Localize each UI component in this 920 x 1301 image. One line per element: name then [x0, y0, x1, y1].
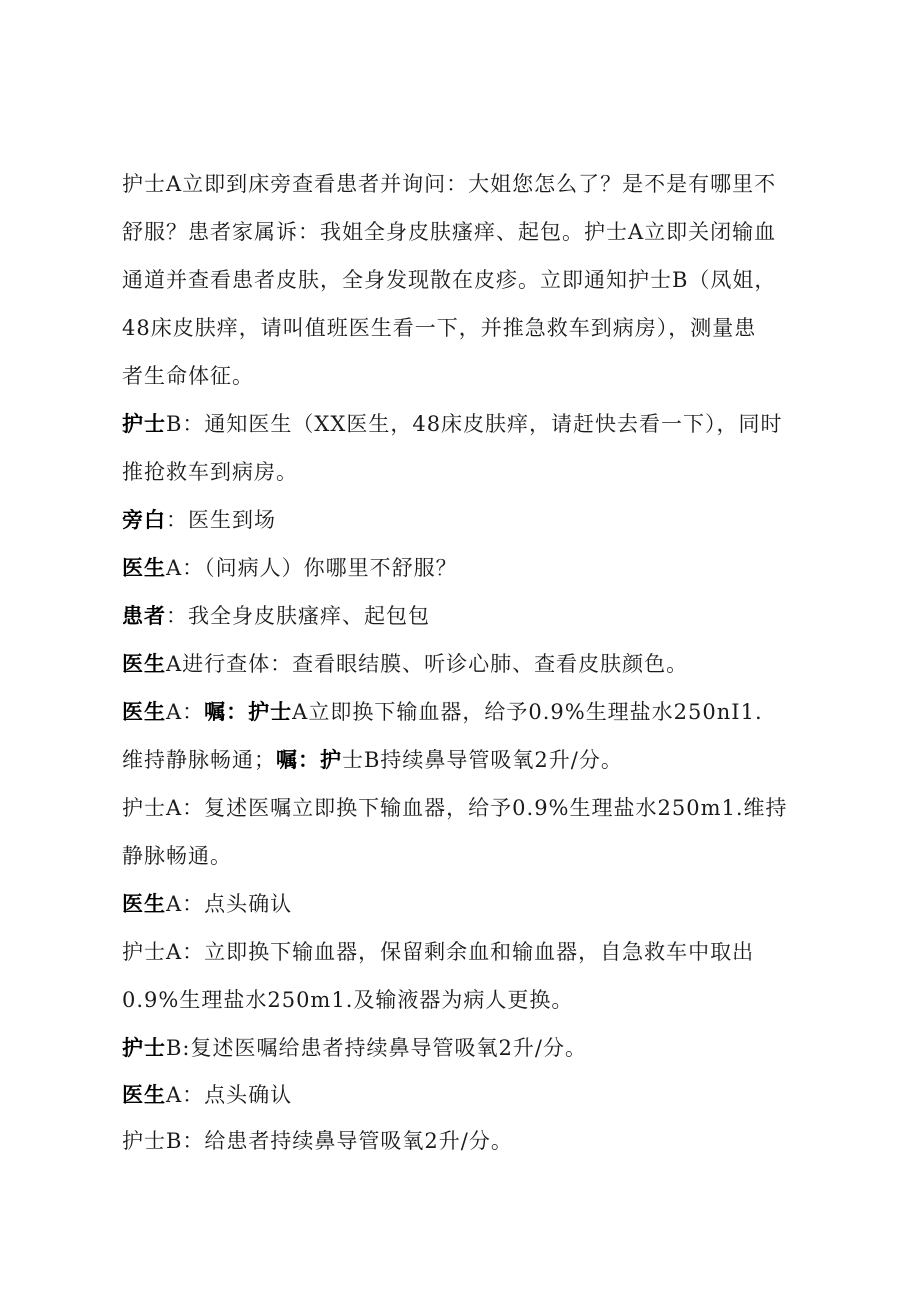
text-line: A：点头确认 — [166, 1083, 293, 1107]
text-line: A：点头确认 — [166, 892, 293, 916]
text-line: B：通知医生（XX医生，48床皮肤痒，请赶快去看一下），同时 — [166, 412, 783, 436]
paragraph-doctor-order — [122, 688, 812, 784]
text-line: 者生命体征。 — [122, 364, 254, 388]
paragraph-nurse-b-oxygen — [122, 1118, 812, 1164]
text-line: 护士A：立即换下输血器，保留剩余血和输血器，自急救车中取出 — [122, 940, 755, 964]
paragraph-nurse-b-repeat — [122, 1024, 812, 1072]
paragraph-doctor-confirm-2 — [122, 1072, 812, 1118]
speaker-label: 医生 — [122, 1082, 166, 1107]
text-segment: A立即换下输血器，给予0.9%生理盐水250nI1. — [292, 700, 763, 724]
text-line: 推抢救车到病房。 — [122, 460, 298, 484]
speaker-label: 护士 — [122, 1035, 166, 1060]
speaker-label: 旁白 — [122, 507, 166, 532]
order-label: 嘱：护士 — [204, 699, 293, 724]
text-line: 静脉畅通。 — [122, 844, 232, 868]
order-label: 嘱：护 — [276, 747, 342, 772]
speaker-label: 医生 — [122, 555, 166, 580]
text-line: 48床皮肤痒，请叫值班医生看一下，并推急救车到病房），测量患 — [122, 316, 757, 340]
text-line: 舒服？患者家属诉：我姐全身皮肤瘙痒、起包。护士A立即关闭输血 — [122, 220, 777, 244]
text-line: ：医生到场 — [166, 508, 276, 532]
document-body — [122, 160, 812, 1164]
text-line: 0.9%生理盐水250m1.及输液器为病人更换。 — [122, 988, 574, 1012]
paragraph-patient-reply — [122, 592, 812, 640]
paragraph-nurse-a-check — [122, 160, 812, 400]
text-segment: A： — [166, 700, 205, 724]
text-line: 通道并查看患者皮肤，全身发现散在皮疹。立即通知护士B（凤姐， — [122, 268, 777, 292]
speaker-label: 医生 — [122, 651, 166, 676]
paragraph-nurse-a-repeat — [122, 784, 812, 880]
paragraph-doctor-exam — [122, 640, 812, 688]
text-line: 护士A立即到床旁查看患者并询问：大姐您怎么了？是不是有哪里不 — [122, 172, 777, 196]
paragraph-doctor-confirm — [122, 880, 812, 928]
speaker-label: 医生 — [122, 891, 166, 916]
text-line: A进行查体：查看眼结膜、听诊心肺、查看皮肤颜色。 — [166, 652, 689, 676]
paragraph-nurse-b-notify — [122, 400, 812, 496]
text-line: 护士B：给患者持续鼻导管吸氧2升/分。 — [122, 1129, 513, 1153]
speaker-label: 医生 — [122, 699, 166, 724]
text-line: ：我全身皮肤瘙痒、起包包 — [166, 604, 430, 628]
text-line: 护士A：复述医嘱立即换下输血器，给予0.9%生理盐水250m1.维持 — [122, 796, 788, 820]
paragraph-nurse-a-replace — [122, 928, 812, 1024]
text-line: B:复述医嘱给患者持续鼻导管吸氧2升/分。 — [166, 1036, 587, 1060]
text-segment: 士B持续鼻导管吸氧2升/分。 — [342, 748, 623, 772]
speaker-label: 护士 — [122, 411, 166, 436]
text-line: A：（问病人）你哪里不舒服？ — [166, 556, 458, 580]
paragraph-narration — [122, 496, 812, 544]
text-segment: 维持静脉畅通； — [122, 748, 276, 772]
paragraph-doctor-ask — [122, 544, 812, 592]
speaker-label: 患者 — [122, 603, 166, 628]
